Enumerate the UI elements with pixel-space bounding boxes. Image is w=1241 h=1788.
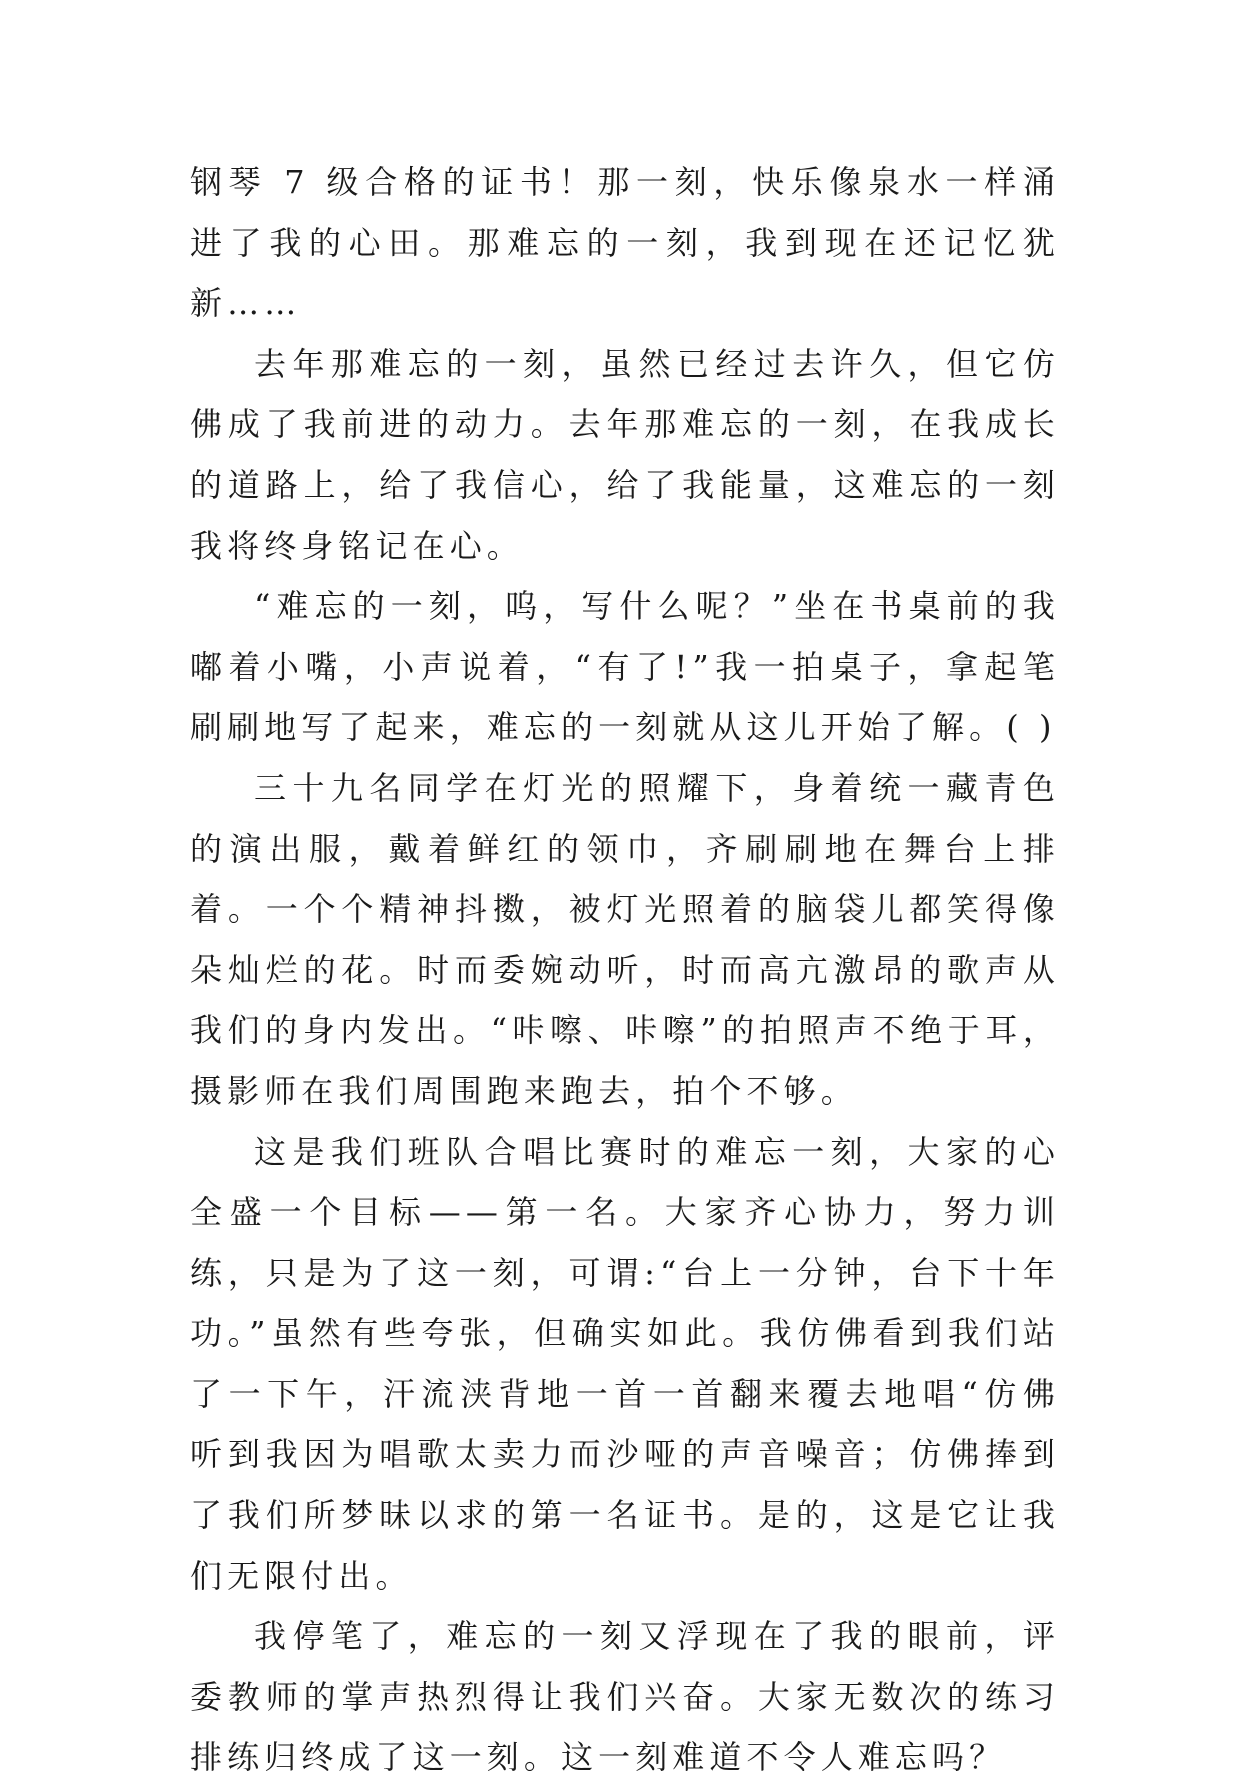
paragraph-4: 三十九名同学在灯光的照耀下，身着统一藏青色的演出服，戴着鲜红的领巾，齐刷刷地在舞台上排着。一个个精神抖擞，被灯光照着的脑袋儿都笑得像朵灿烂的花。时而委婉动听，时而高亢激昂的歌声从我们的身内发出。“咔嚓、咔嚓”的拍照声不绝于耳，摄影师在我们周围跑来跑去，拍个不够。 — [190, 768, 1060, 1110]
paragraph-3: “难忘的一刻，呜，写什么呢？”坐在书桌前的我嘟着小嘴，小声说着，“有了!”我一拍桌子，拿起笔刷刷地写了起来，难忘的一刻就从这儿开始了解。( ) — [190, 587, 1060, 747]
paragraph-5: 这是我们班队合唱比赛时的难忘一刻，大家的心全盛一个目标——第一名。大家齐心协力，努力训练，只是为了这一刻，可谓:“台上一分钟，台下十年功。”虽然有些夸张，但确实如此。我仿佛看到我们站了一下午，汗流浃背地一首一首翻来覆去地唱“仿佛听到我因为唱歌太卖力而沙哑的声音噪音；仿佛捧到了我们所梦昧以求的第一名证书。是的，这是它让我们无限付出。 — [190, 1132, 1060, 1595]
document-body — [190, 152, 1060, 1788]
paragraph-6: 我停笔了，难忘的一刻又浮现在了我的眼前，评委教师的掌声热烈得让我们兴奋。大家无数次的练习排练归终成了这一刻。这一刻难道不令人难忘吗？ — [190, 1617, 1060, 1777]
paragraph-2: 去年那难忘的一刻，虽然已经过去许久，但它仿佛成了我前进的动力。去年那难忘的一刻，在我成长的道路上，给了我信心，给了我能量，这难忘的一刻我将终身铭记在心。 — [190, 344, 1060, 565]
paragraph-1: 钢琴 7 级合格的证书！那一刻，快乐像泉水一样涌进了我的心田。那难忘的一刻，我到现在还记忆犹新…… — [190, 163, 1060, 323]
